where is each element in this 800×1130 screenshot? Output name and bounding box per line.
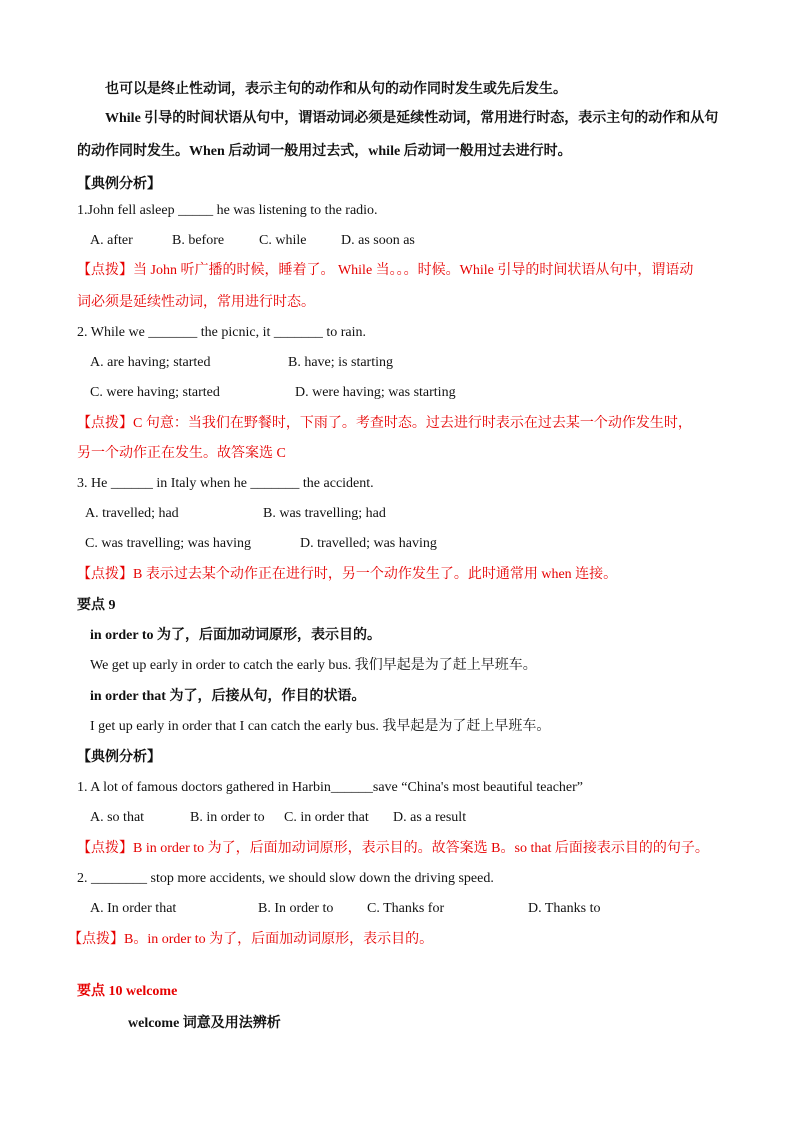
option: B. before xyxy=(172,233,225,248)
section-heading: 【典例分析】 xyxy=(77,750,161,765)
option: B. have; is starting xyxy=(288,355,393,370)
option: A. after xyxy=(90,233,133,248)
hint-line: 【点拨】B in order to 为了，后面加动词原形，表示目的。故答案选 B。so that 后面接表示目的的句子。 xyxy=(77,841,709,856)
question-stem: 1.John fell asleep _____ he was listening to the radio. xyxy=(77,203,378,218)
option: C. was travelling; was having xyxy=(85,536,252,551)
option: D. as a result xyxy=(393,810,467,825)
hint-line: 【点拨】B。in order to 为了，后面加动词原形，表示目的。 xyxy=(68,932,434,947)
option: D. Thanks to xyxy=(528,901,601,916)
hint-line: 【点拨】B 表示过去某个动作正在进行时，另一个动作发生了。此时通常用 when 连接。 xyxy=(77,567,618,582)
question-stem: 2. While we _______ the picnic, it _______ to rain. xyxy=(77,325,367,340)
question-stem: 2. ________ stop more accidents, we should slow down the driving speed. xyxy=(77,871,494,886)
hint-line: 另一个动作正在发生。故答案选 C xyxy=(77,446,286,461)
option: D. as soon as xyxy=(341,233,415,248)
option: C. in order that xyxy=(284,810,369,825)
option: A. travelled; had xyxy=(85,506,179,521)
point-title: 要点 9 xyxy=(77,598,116,613)
option: B. In order to xyxy=(258,901,334,916)
question-stem: 3. He ______ in Italy when he _______ the accident. xyxy=(77,476,374,491)
example-sentence: I get up early in order that I can catch the early bus. 我早起是为了赶上早班车。 xyxy=(90,719,551,734)
option: C. while xyxy=(259,233,307,248)
hint-line: 【点拨】C 句意：当我们在野餐时，下雨了。考查时态。过去进行时表示在过去某一个动作发生时， xyxy=(77,416,692,431)
point-title: 要点 10 welcome xyxy=(77,984,178,999)
point-subtitle: welcome 词意及用法辨析 xyxy=(128,1016,281,1031)
option: C. were having; started xyxy=(90,385,220,400)
option: D. travelled; was having xyxy=(300,536,437,551)
option: B. was travelling; had xyxy=(263,506,386,521)
option: B. in order to xyxy=(190,810,265,825)
option: A. are having; started xyxy=(90,355,211,370)
paragraph-line: 的动作同时发生。When 后动词一般用过去式，while 后动词一般用过去进行时。 xyxy=(77,144,572,159)
question-stem: 1. A lot of famous doctors gathered in Harbin______save “China's most beautiful teacher” xyxy=(77,780,584,795)
section-heading: 【典例分析】 xyxy=(77,177,161,192)
option: A. In order that xyxy=(90,901,177,916)
rule-line: in order to 为了，后面加动词原形，表示目的。 xyxy=(90,628,382,643)
hint-line: 词必须是延续性动词，常用进行时态。 xyxy=(77,295,315,310)
paragraph-line: 也可以是终止性动词，表示主句的动作和从句的动作同时发生或先后发生。 xyxy=(105,82,567,97)
hint-line: 【点拨】当 John 听广播的时候，睡着了。 While 当。。。时候。While 引导的时间状语从句中，谓语动 xyxy=(77,263,694,278)
option: D. were having; was starting xyxy=(295,385,456,400)
paragraph-line: While 引导的时间状语从句中，谓语动词必须是延续性动词，常用进行时态，表示主句的动作和从句 xyxy=(105,111,719,126)
option: C. Thanks for xyxy=(367,901,445,916)
example-sentence: We get up early in order to catch the early bus. 我们早起是为了赶上早班车。 xyxy=(90,658,537,673)
option: A. so that xyxy=(90,810,145,825)
rule-line: in order that 为了，后接从句，作目的状语。 xyxy=(90,689,366,704)
